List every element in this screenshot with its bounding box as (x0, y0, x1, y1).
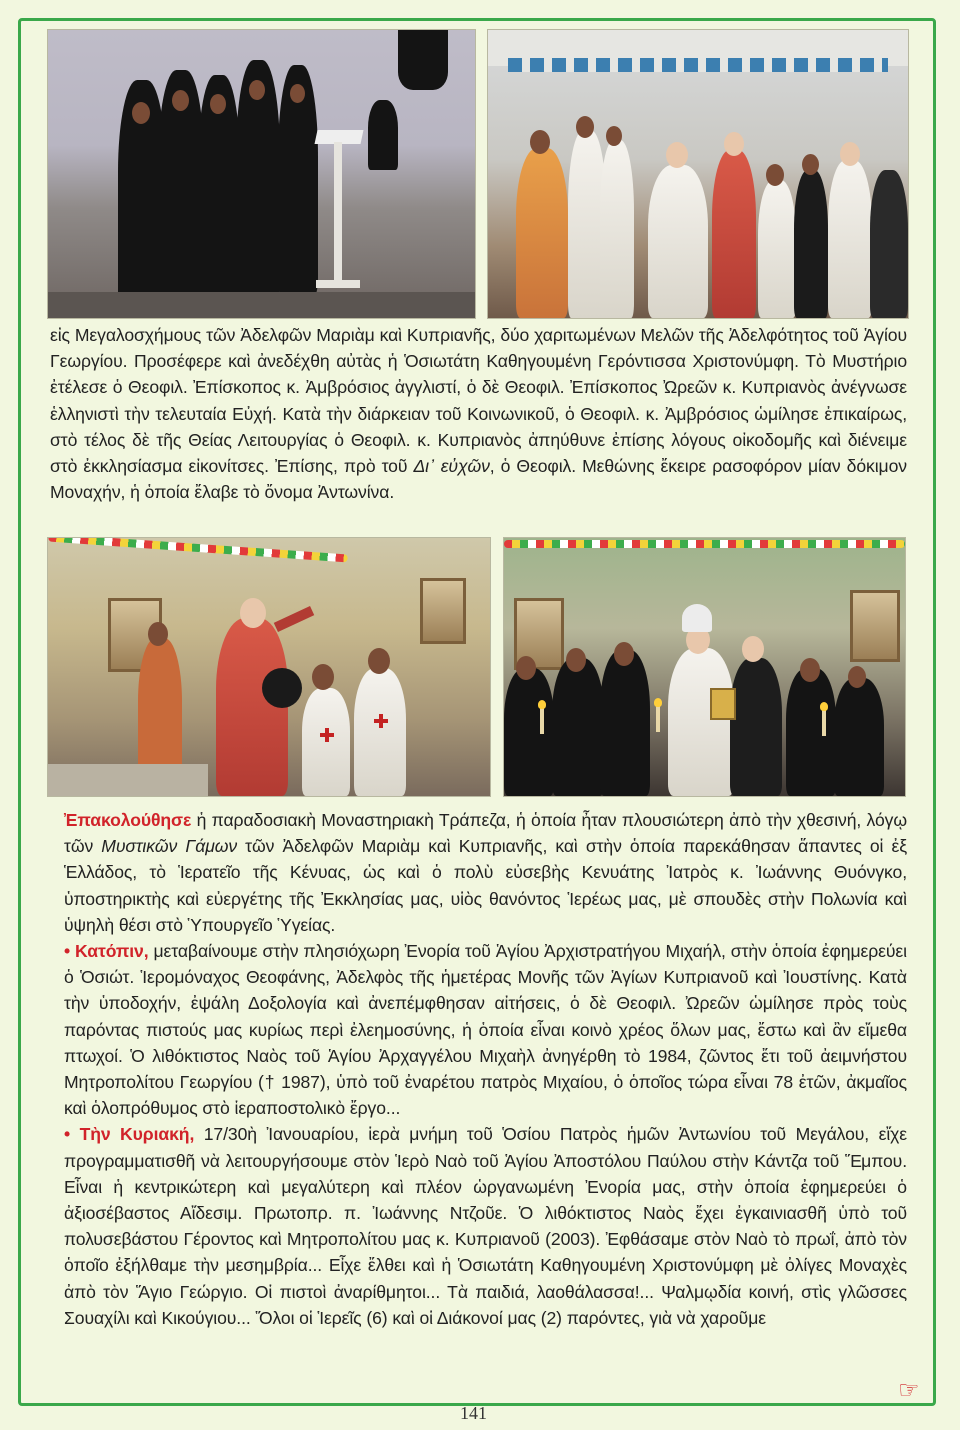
paragraph-1-text: εἰς Μεγαλοσχήμους τῶν Ἀδελφῶν Μαριὰμ καὶ Κυπριανῆς, δύο χαριτωμένων Μελῶν τῆς Ἀδελφότητος τοῦ Ἁγίου Γεωργίου. Προσέφερε καὶ ἀνεδέχθη αὐτὰς ἡ Ὁσιωτάτη Καθηγουμένη Γερόντισσα Χριστονύμφη. Τὸ Μυστήριο ἐτέλεσε ὁ Θεοφιλ. Ἐπίσκοπος κ. Ἀμβρόσιος ἀγγλιστί, ὁ δὲ Θεοφιλ. Ἐπίσκοπος Ὠρεῶν κ. Κυπριανὸς ἀνέγνωσε ἑλληνιστὶ τὴν τελευταία Εὐχή. Κατὰ τὴν διάρκειαν τοῦ Κοινωνικοῦ, ὁ Θεοφιλ. κ. Ἀμβρόσιος ὡμίλησε ἐπικαίρως, στὸ τέλος δὲ τῆς Θείας Λειτουργίας ὁ Θεοφιλ. κ. Κυπριανὸς ἀπηύθυνε ἐπίσης λόγους οἰκοδομῆς καὶ διένειμε στὸ ἐκκλησίασμα εἰκονίτσες. Ἐπίσης, πρὸ τοῦ (50, 325, 907, 477)
bullet-1: • (64, 941, 71, 962)
paragraph-3 (50, 938, 907, 1121)
pointing-hand-icon: ☞ (898, 1377, 920, 1404)
text-block-1 (50, 322, 907, 505)
paragraph-4-lead: Τὴν Κυριακή, (79, 1124, 195, 1145)
paragraph-1-italic: Δι᾽ εὐχῶν (413, 456, 490, 477)
paragraph-4-text: 17/30ὴ Ἰανουαρίου, ἱερὰ μνήμη τοῦ Ὁσίου Πατρὸς ἡμῶν Ἀντωνίου τοῦ Μεγάλου, εἴχε προγραμματισθῆ νὰ λειτουργήσουμε στὸν Ἱερὸ Ναὸ τοῦ Ἁγίου Ἀποστόλου Παύλου στὴν Κάντζα τοῦ Ἕμπου. Εἶναι ἡ κεντρικώτερη καὶ μεγαλύτερη καὶ πλέον ὡργανωμένη Ἐνορία μας, στὴν ὁποία ἐφημερεύει ὁ ἀξιοσέβαστος Αἴδεσιμ. Πρωτοπρ. π. Ἰωάννης Ντζοῦε. Ὁ λιθόκτιστος Ναὸς ἔχει ἐγκαινιασθῆ ὑπὸ τοῦ πολυσεβάστου Γέροντος καὶ Μητροπολίτου μας κ. Κυπριανοῦ (2003). Ἐφθάσαμε στὸν Ναὸ τὸ πρωΐ, ἀπὸ τὸν ὁποῖο ἐξήλθαμε τὴν μεσημβρία... Εἶχε ἔλθει καὶ ἡ Ὁσιωτάτη Καθηγουμένη Χριστονύμφη μὲ ὀλίγες Μοναχὲς ἀπὸ τὸν Ἅγιο Γεώργιο. Οἱ πιστοὶ ἀναρίθμητοι... Τὰ παιδιά, λαοθάλασσα!... Ψαλμῳδία κοινή, στὶς γλῶσσες Σουαχίλι καὶ Κικούγιου... Ὅλοι οἱ Ἱερεῖς (6) καὶ οἱ Διάκονοί μας (2) παρόντες, γιὰ νὰ χαροῦμε (64, 1124, 908, 1328)
paragraph-1 (50, 322, 907, 505)
paragraph-2-italic: Μυστικῶν Γάμων (101, 836, 238, 857)
paragraph-2 (50, 807, 907, 938)
paragraph-1-end: , ὁ Θεοφιλ. Μεθώνης ἔκειρε ρασοφόρον μίαν δόκιμον Μοναχήν, ἡ ὁποία ἔλαβε τὸ ὄνομα Ἀντωνίνα. (50, 456, 907, 503)
bullet-2: • (64, 1124, 71, 1145)
clergy-photo (488, 30, 908, 318)
page-number: 141 (460, 1403, 487, 1423)
paragraph-4 (50, 1121, 907, 1331)
nuns-photo (48, 30, 475, 318)
text-block-2 (50, 807, 907, 1331)
paragraph-3-text: μεταβαίνουμε στὴν πλησιόχωρη Ἐνορία τοῦ Ἁγίου Ἀρχιστρατήγου Μιχαήλ, στὴν ὁποία ἐφημερεύει ὁ Ὁσιώτ. Ἱερομόναχος Θεοφάνης, Ἀδελφὸς τῆς ἡμετέρας Μονῆς τῶν Ἁγίων Κυπριανοῦ καὶ Ἰουστίνης. Κατὰ τὴν ὑποδοχήν, ἐψάλη Δοξολογία καὶ ἀνεπέμφθησαν αἰτήσεις, ὁ δὲ Θεοφιλ. Ὠρεῶν ὡμίλησε πρὸς τοὺς παρόντας πιστούς μας κυρίως περὶ ἐλεημοσύνης, ἡ ὁποία εἶναι κοινὸ χρέος ὅλων μας, ἔστω καὶ ἂν εἴμεθα πτωχοί. Ὁ λιθόκτιστος Ναὸς τοῦ Ἁγίου Ἀρχαγγέλου Μιχαὴλ ἀνηγέρθη τὸ 1984, ζῶντος ἔτι τοῦ ἀειμνήστου Μητροπολίτου Γεωργίου († 1987), ὑπὸ τοῦ ἐναρέτου πατρὸς Μιχαίου, ὁ ὁποῖος τώρα εἶναι 78 ἐτῶν, ἀκμαῖος καὶ ὁλοπρόθυμος στὸ ἱεραποστολικὸ ἔργο... (64, 941, 907, 1119)
group-photo (504, 538, 905, 796)
paragraph-2-text-a: ἡ παραδοσιακὴ Μοναστηριακὴ Τράπεζα, ἡ ὁποία ἦταν πλουσιώτερη ἀπὸ τὴν χθεσινή, λόγῳ τῶν (64, 810, 907, 857)
baptism-photo (48, 538, 490, 796)
paragraph-2-text-b: τῶν Ἀδελφῶν Μαριὰμ καὶ Κυπριανῆς, καὶ στὴν ὁποία παρεκάθησαν ἅπαντες οἱ ἐξ Ἑλλάδος, τὸ Ἱερατεῖο τῆς Κένυας, ὡς καὶ ὁ πολὺ εὐσεβὴς Κενυάτης Ἰατρὸς κ. Ἰωάννης Θυόνγκο, ὑποστηρικτὴς καὶ εὐεργέτης τῆς Ἐκκλησίας μας, υἱὸς θανόντος Ἱερέως μας, μὲ σπουδὲς στὴν Πολωνία καὶ ὑψηλὴ θέσι στὸ Ὑπουργεῖο Ὑγείας. (64, 836, 907, 935)
paragraph-3-lead: Κατόπιν, (75, 941, 149, 962)
paragraph-2-lead: Ἐπακολούθησε (64, 810, 192, 830)
